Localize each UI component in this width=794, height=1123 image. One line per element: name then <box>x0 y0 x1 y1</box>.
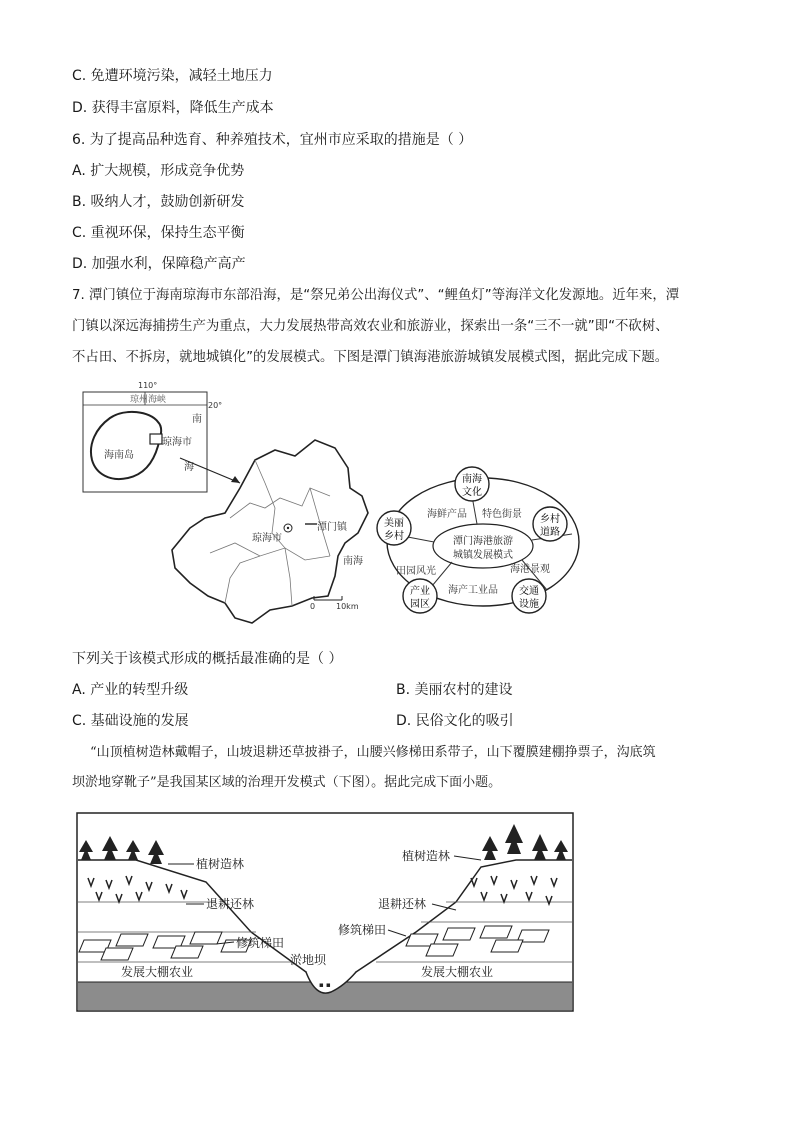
node-industry-line1: 产业 <box>410 586 430 597</box>
label-left-greenhouse: 发展大棚农业 <box>121 965 194 979</box>
map-sea-char-1: 南 <box>192 414 202 425</box>
map-lat-label: 20° <box>208 401 223 410</box>
label-right-forest: 植树造林 <box>402 849 451 863</box>
map-nanhai-label: 南海 <box>343 556 363 567</box>
q7-stem: 下列关于该模式形成的概括最准确的是（ ） <box>72 651 343 667</box>
node-village-line1: 美丽 <box>384 518 404 529</box>
label-right-terrace: 修筑梯田 <box>338 923 387 937</box>
q6-stem: 6. 为了提高品种选育、种养殖技术，宜州市应采取的措施是（ ） <box>72 132 473 148</box>
passage-line2: 坝淤地穿靴子”是我国某区域的治理开发模式（下图）。据此完成下面小题。 <box>72 775 502 790</box>
label-left-forest: 植树造林 <box>196 857 245 871</box>
segment-port: 海港景观 <box>510 564 550 575</box>
svg-text:▪ ▪: ▪ ▪ <box>319 981 331 989</box>
tanmen-model-diagram <box>372 462 592 620</box>
segment-seafood: 海鲜产品 <box>427 509 467 520</box>
map-scale-zero: 0 <box>310 602 316 611</box>
label-dam: 淤地坝 <box>290 953 327 967</box>
node-transport-line2: 设施 <box>519 599 539 610</box>
q7-option-d: D. 民俗文化的吸引 <box>396 713 514 729</box>
hainan-map-figure <box>80 378 380 628</box>
segment-street: 特色街景 <box>482 509 522 520</box>
q6-option-b: B. 吸纳人才，鼓励创新研发 <box>72 194 245 210</box>
segment-industrial: 海产工业品 <box>448 585 498 596</box>
node-nanhai-line2: 文化 <box>462 487 482 498</box>
map-scale-length: 10km <box>336 602 359 611</box>
q6-option-a: A. 扩大规模，形成竞争优势 <box>72 163 245 179</box>
map-island-label: 海南岛 <box>104 450 134 461</box>
label-right-return: 退耕还林 <box>378 897 427 911</box>
q7-intro-line2: 门镇以深远海捕捞生产为重点，大力发展热带高效农业和旅游业，探索出一条“三不一就”即“不砍树、 <box>72 319 669 334</box>
node-road-line1: 乡村 <box>540 514 560 525</box>
q7-intro-line1: 7. 潭门镇位于海南琼海市东部沿海，是“祭兄弟公出海仪式”、“鲤鱼灯”等海洋文化发源地。近年来，潭 <box>72 288 680 303</box>
q6-option-c: C. 重视环保，保持生态平衡 <box>72 225 245 241</box>
map-tanmen-label: 潭门镇 <box>317 522 347 533</box>
segment-field: 田园风光 <box>396 566 436 577</box>
node-village-line2: 乡村 <box>384 531 404 542</box>
node-nanhai-line1: 南海 <box>462 474 482 485</box>
label-left-return: 退耕还林 <box>206 897 255 911</box>
q7-intro-line3: 不占田、不拆房，就地城镇化”的发展模式。下图是潭门镇海港旅游城镇发展模式图，据此完成下题。 <box>72 350 669 365</box>
map-qionghai-label: 琼海市 <box>252 533 282 544</box>
q7-option-c: C. 基础设施的发展 <box>72 713 189 729</box>
node-industry-line2: 园区 <box>410 599 430 610</box>
node-road-line2: 道路 <box>540 527 560 538</box>
erosion-control-profile <box>76 812 574 1012</box>
q6-option-d: D. 加强水利，保障稳产高产 <box>72 256 246 272</box>
q7-option-a: A. 产业的转型升级 <box>72 682 189 698</box>
q5-option-d: D. 获得丰富原料，降低生产成本 <box>72 100 274 116</box>
node-transport-line1: 交通 <box>519 586 539 597</box>
map-city-label: 琼海市 <box>162 437 192 448</box>
map-sea-char-2: 海 <box>184 462 194 473</box>
q5-option-c: C. 免遭环境污染，减轻土地压力 <box>72 68 273 84</box>
map-lon-label: 110° <box>138 381 158 390</box>
center-label-line2: 城镇发展模式 <box>453 550 513 561</box>
map-strait-label: 琼州海峡 <box>130 395 167 405</box>
label-right-greenhouse: 发展大棚农业 <box>421 965 494 979</box>
label-left-terrace: 修筑梯田 <box>236 936 285 950</box>
q7-option-b: B. 美丽农村的建设 <box>396 682 513 698</box>
center-label-line1: 潭门海港旅游 <box>453 536 513 547</box>
passage-line1: “山顶植树造林戴帽子，山坡退耕还草披褂子，山腰兴修梯田系带子，山下覆膜建棚挣票子，沟底筑 <box>90 745 656 760</box>
